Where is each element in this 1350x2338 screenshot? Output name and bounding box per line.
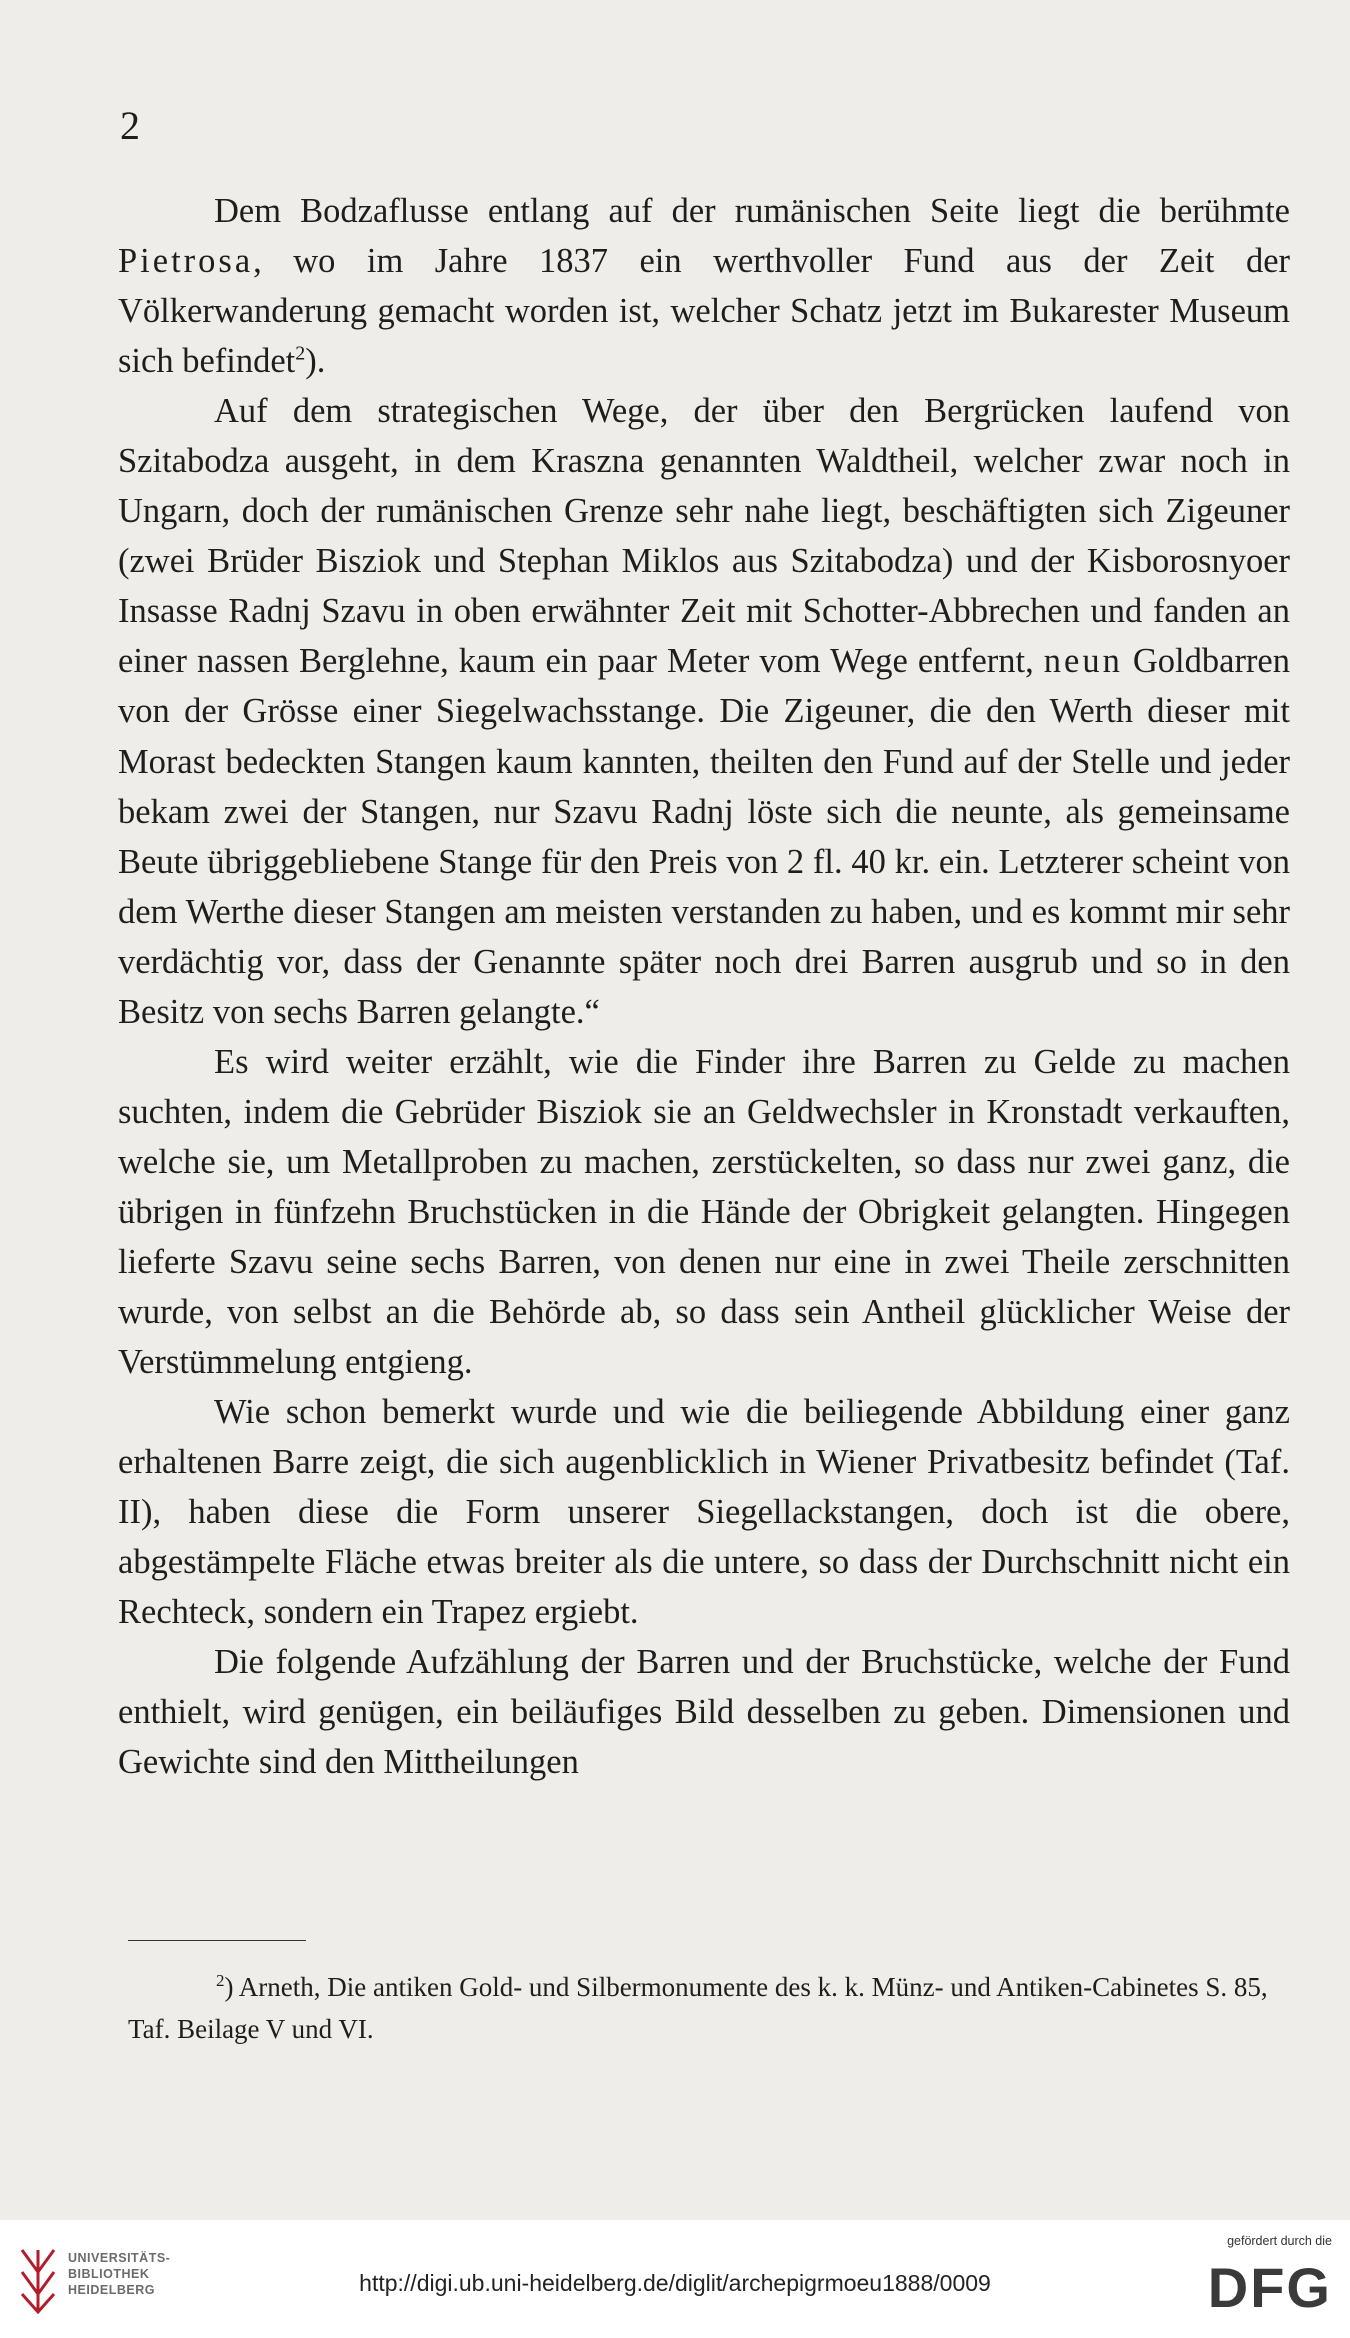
text-run: , wo im Jahre 1837 ein werthvoller Fund aus der Zeit der Völkerwanderung gemacht worden ist, welcher Schatz jetzt im Bukarester Museum sich befindet [118,242,1290,381]
text-run: Es wird weiter erzählt, wie die Finder ihre Barren zu Gelde zu machen suchten, indem die Gebrüder Bisziok sie an Geldwechsler in Kronstadt verkauften, welche sie, um Metallproben zu machen, zerstückelten, so dass nur zwei ganz, die übrigen in fünfzehn Bruchstücken in die Hände der Obrigkeit gelangten. Hingegen lieferte Szavu seine sechs Barren, von denen nur eine in zwei Theile zerschnitten wurde, von selbst an die Behörde ab, so dass sein Antheil glücklicher Weise der Verstümmelung entgieng. [118,1042,1290,1382]
text-run: Die folgende Aufzählung der Barren und der Bruchstücke, welche der Fund enthielt, wird genügen, ein beiläufiges Bild desselben zu geben. Dimensionen und Gewichte sind den Mittheilungen [118,1643,1290,1782]
paragraph-4 [118,1387,1290,1637]
paragraph-2 [118,386,1290,1037]
text-run: Auf dem strategischen Wege, der über den Bergrücken laufend von Szitabodza ausgeht, in dem Kraszna genannten Waldtheil, welcher zwar noch in Ungarn, doch der rumänischen Grenze sehr nahe liegt, beschäftigten sich Zigeuner (zwei Brüder Bisziok und Stephan Miklos aus Szitabodza) und der Kisborosnyoer Insasse Radnj Szavu in oben erwähnter Zeit mit Schotter-Abbrechen und fanden an einer nassen Berglehne, kaum ein paar Meter vom Wege entfernt, [118,392,1290,681]
footnote [128,1966,1288,2050]
dfg-logo[interactable] [1182,2234,1332,2330]
text-run: ). [305,342,326,381]
footnote-reference[interactable]: 2 [295,342,306,365]
emphasized-name: Pietrosa [118,242,254,281]
text-run: Dem Bodzaflusse entlang auf der rumänischen Seite liegt die berühmte [214,192,1290,230]
library-name-line: HEIDELBERG [68,2283,155,2297]
footnote-number-digit: 2 [216,1971,225,1990]
text-run: Wie schon bemerkt wurde und wie die beiliegende Abbildung einer ganz erhaltenen Barre zeigt, die sich augenblicklich in Wiener Privatbesitz befindet (Taf. II), haben diese die Form unserer Siegellackstangen, doch ist die obere, abgestämpelte Fläche etwas breiter als die untere, so dass der Durchschnitt nicht ein Rechteck, sondern ein Trapez ergiebt. [118,1393,1290,1632]
emphasized-word: neun [1043,642,1123,681]
body-text [118,186,1290,1788]
sponsor-name: DFG [1207,2256,1332,2319]
library-name-line: UNIVERSITÄTS- [68,2251,171,2265]
paragraph-3 [118,1037,1290,1387]
paragraph-1 [118,186,1290,386]
footnote-text: Arneth, Die antiken Gold- und Silbermonumente des k. k. Münz- und Antiken-Cabinetes S. 85, Taf. Beilage V und VI. [128,1972,1268,2044]
paragraph-5 [118,1637,1290,1787]
sponsor-caption: gefördert durch die [1227,2234,1332,2248]
library-name-line: BIBLIOTHEK [68,2267,150,2281]
footnote-number-close: ) [224,1972,234,2002]
page-number: 2 [120,103,140,148]
footnote-divider [128,1940,306,1941]
text-run: Goldbarren von der Grösse einer Siegelwachsstange. Die Zigeuner, die den Werth dieser mit Morast bedeckten Stangen kaum kannten, theilten den Fund auf der Stelle und jeder bekam zwei der Stangen, nur Szavu Radnj löste sich die neunte, als gemeinsame Beute übriggebliebene Stange für den Preis von 2 fl. 40 kr. ein. Letzterer scheint von dem Werthe dieser Stangen am meisten verstanden zu haben, und es kommt mir sehr verdächtig vor, dass der Genannte später noch drei Barren ausgrub und so in den Besitz von sechs Barren gelangte.“ [118,642,1290,1031]
viewer-footer [0,2220,1350,2338]
footnote-number [128,1972,234,2002]
permalink-url[interactable]: http://digi.ub.uni-heidelberg.de/diglit/archepigrmoeu1888/0009 [359,2270,991,2296]
